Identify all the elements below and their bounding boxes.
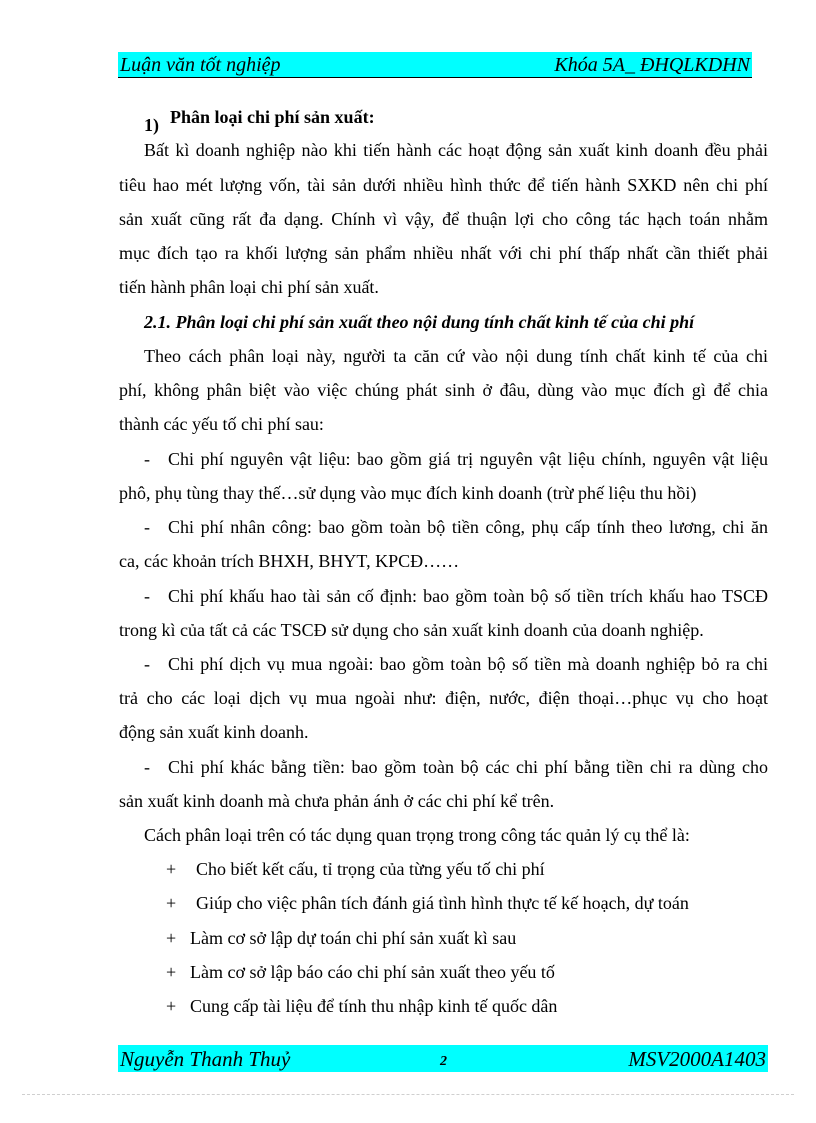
section-number: 1) [144, 115, 159, 135]
paragraph-line: Theo cách phân loại này, người ta căn cứ vào nội dung tính chất kinh tế của chi [144, 346, 768, 366]
list-item-line: Chi phí nguyên vật liệu: bao gồm giá trị nguyên vật liệu chính, nguyên vật liệu [168, 449, 768, 469]
plus-item: Cho biết kết cấu, tỉ trọng của từng yếu tố chi phí [196, 859, 545, 879]
list-item-line: Chi phí nhân công: bao gồm toàn bộ tiền công, phụ cấp tính theo lương, chi ăn [168, 517, 768, 537]
plus-item: Cung cấp tài liệu để tính thu nhập kinh tế quốc dân [190, 996, 558, 1016]
subsection-title: 2.1. Phân loại chi phí sản xuất theo nội dung tính chất kinh tế của chi phí [144, 312, 695, 332]
dash-bullet: - [144, 517, 150, 537]
paragraph-line: Cách phân loại trên có tác dụng quan trọng trong công tác quản lý cụ thể là: [144, 825, 690, 845]
plus-bullet: + [166, 893, 177, 913]
plus-bullet: + [166, 859, 177, 879]
plus-item: Làm cơ sở lập báo cáo chi phí sản xuất theo yếu tố [190, 962, 555, 982]
plus-item: Làm cơ sở lập dự toán chi phí sản xuất kì sau [190, 928, 517, 948]
list-item-line: trả cho các loại dịch vụ mua ngoài như: điện, nước, điện thoại…phục vụ cho hoạt [119, 688, 768, 708]
dash-bullet: - [144, 654, 150, 674]
paragraph-line: Bất kì doanh nghiệp nào khi tiến hành các hoạt động sản xuất kinh doanh đều phải [144, 140, 768, 160]
dash-bullet: - [144, 757, 150, 777]
page-boundary-divider [22, 1094, 794, 1095]
list-item-line: trong kì của tất cả các TSCĐ sử dụng cho sản xuất kinh doanh của doanh nghiệp. [119, 620, 704, 640]
list-item-line: Chi phí dịch vụ mua ngoài: bao gồm toàn bộ số tiền mà doanh nghiệp bỏ ra chi [168, 654, 768, 674]
header-course: Khóa 5A_ ĐHQLKDHN [554, 54, 750, 76]
paragraph-line: thành các yếu tố chi phí sau: [119, 414, 324, 434]
list-item-line: động sản xuất kinh doanh. [119, 722, 309, 742]
plus-bullet: + [166, 928, 177, 948]
list-item-line: sản xuất kinh doanh mà chưa phản ánh ở các chi phí kể trên. [119, 791, 555, 811]
footer-student-id: MSV2000A1403 [628, 1047, 766, 1071]
paragraph-line: phí, không phân biệt vào việc chúng phát sinh ở đâu, dùng vào mục đích gì để chia [119, 380, 768, 400]
dash-bullet: - [144, 449, 150, 469]
page-number: 2 [440, 1054, 447, 1069]
paragraph-line: sản xuất cũng rất đa dạng. Chính vì vậy, để thuận lợi cho công tác hạch toán nhằm [119, 209, 768, 229]
header-thesis-title: Luận văn tốt nghiệp [120, 54, 281, 76]
page-header [118, 52, 752, 78]
paragraph-line: tiêu hao mét lượng vốn, tài sản dưới nhiều hình thức để tiến hành SXKD nên chi phí [119, 175, 768, 195]
dash-bullet: - [144, 586, 150, 606]
paragraph-line: mục đích tạo ra khối lượng sản phẩm nhiều nhất với chi phí thấp nhất cần thiết phải [119, 243, 768, 263]
paragraph-line: tiến hành phân loại chi phí sản xuất. [119, 277, 379, 297]
plus-item: Giúp cho việc phân tích đánh giá tình hình thực tế kế hoạch, dự toán [196, 893, 689, 913]
footer-author: Nguyễn Thanh Thuỷ [120, 1047, 291, 1071]
list-item-line: Chi phí khấu hao tài sản cố định: bao gồm toàn bộ số tiền trích khấu hao TSCĐ [168, 586, 768, 606]
list-item-line: Chi phí khác bằng tiền: bao gồm toàn bộ các chi phí bằng tiền chi ra dùng cho [168, 757, 768, 777]
list-item-line: ca, các khoản trích BHXH, BHYT, KPCĐ…… [119, 551, 460, 571]
plus-bullet: + [166, 996, 177, 1016]
plus-bullet: + [166, 962, 177, 982]
list-item-line: phô, phụ tùng thay thế…sử dụng vào mục đích kinh doanh (trừ phế liệu thu hồi) [119, 483, 697, 503]
section-title: Phân loại chi phí sản xuất: [170, 107, 375, 127]
page-footer [118, 1045, 768, 1072]
